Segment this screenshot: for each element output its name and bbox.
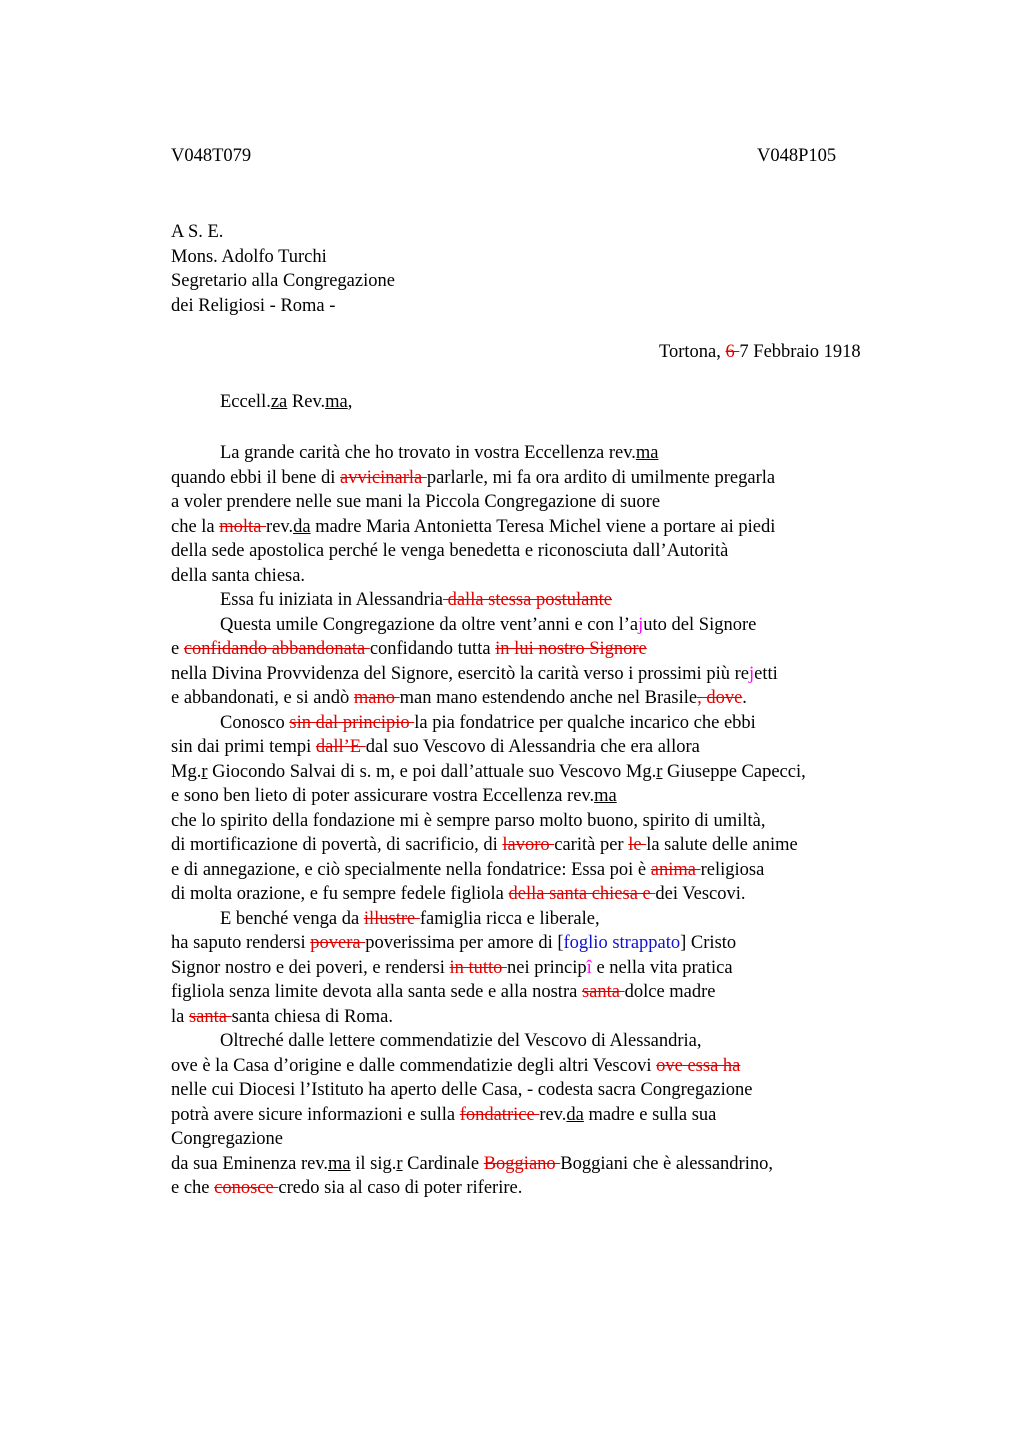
corrected-letter: j xyxy=(638,614,644,635)
text-segment: dolce madre xyxy=(624,982,716,1002)
salutation-part: Eccell. xyxy=(220,392,271,412)
deleted-text: conosce xyxy=(214,1178,279,1198)
text-segment: La grande carità che ho trovato in vostra Eccellenza rev. xyxy=(220,443,636,463)
date-rest: 7 Febbraio 1918 xyxy=(739,342,861,362)
text-segment: madre e sulla sua xyxy=(583,1104,717,1125)
letter-line xyxy=(171,1103,806,1128)
document-code-left: V048T079 xyxy=(171,146,252,166)
letter-line xyxy=(171,1029,806,1054)
deleted-text: anima xyxy=(650,859,701,880)
recipient-address xyxy=(171,220,395,318)
letter-line xyxy=(171,1078,806,1103)
letter-date xyxy=(659,342,861,363)
text-segment: nella Divina Provvidenza del Signore, esercitò la carità verso i prossimi più re xyxy=(171,663,749,684)
letter-line xyxy=(171,882,806,907)
abbreviation-superscript: da xyxy=(293,516,311,537)
text-segment: Cardinale xyxy=(402,1153,484,1174)
text-segment: e sono ben lieto di poter assicurare vostra Eccellenza rev. xyxy=(171,786,595,806)
letter-line xyxy=(171,637,806,662)
text-segment: e abbandonati, e si andò xyxy=(171,688,354,708)
deleted-text: molta xyxy=(219,516,267,537)
letter-line xyxy=(171,515,806,540)
text-segment: dal suo Vescovo di Alessandria che era allora xyxy=(365,737,700,757)
deleted-text: 6 xyxy=(725,342,740,362)
abbreviation-superscript: r xyxy=(656,761,663,782)
letter-line xyxy=(171,539,806,564)
text-segment: di mortificazione di povertà, di sacrificio, di xyxy=(171,835,503,855)
text-segment: Questa umile Congregazione da oltre vent’anni e con l’a xyxy=(220,614,639,635)
text-segment: Mg. xyxy=(171,761,202,782)
text-segment: religiosa xyxy=(700,859,765,880)
salutation-part: Rev. xyxy=(287,392,326,412)
text-segment: la salute delle anime xyxy=(646,835,798,855)
letter-line xyxy=(171,1176,806,1201)
deleted-text: avvicinarla xyxy=(340,467,427,488)
text-segment: Conosco xyxy=(220,712,290,733)
salutation xyxy=(220,392,352,413)
address-line: A S. E. xyxy=(171,222,224,242)
deleted-text: della santa chiesa e xyxy=(508,884,656,904)
text-segment: poverissima per amore di [ xyxy=(365,933,564,953)
text-segment: madre Maria Antonietta Teresa Michel viene a portare ai piedi xyxy=(310,516,776,537)
letter-line xyxy=(171,956,806,981)
letter-line xyxy=(171,735,806,760)
text-segment: Essa fu iniziata in Alessandria xyxy=(220,590,443,610)
text-segment: man mano estendendo anche nel Brasile xyxy=(399,688,698,708)
letter-line xyxy=(171,1152,806,1177)
text-segment: la xyxy=(171,1006,189,1027)
text-segment: famiglia ricca e liberale, xyxy=(419,908,600,929)
letter-line xyxy=(171,490,806,515)
abbreviation-superscript: r xyxy=(396,1153,403,1174)
text-segment: Congregazione xyxy=(171,1129,283,1149)
deleted-text: confidando abbandonata xyxy=(183,639,370,659)
text-segment: dei Vescovi. xyxy=(655,884,746,904)
text-segment: che la xyxy=(171,516,220,537)
deleted-text: in lui nostro Signore xyxy=(495,639,647,659)
salutation-abbrev: ma xyxy=(325,392,348,412)
text-segment: e di annegazione, e ciò specialmente nella fondatrice: Essa poi è xyxy=(171,859,651,880)
letter-line xyxy=(171,833,806,858)
text-segment: che lo spirito della fondazione mi è sempre parso molto buono, spirito di umiltà, xyxy=(171,810,766,831)
text-segment: nelle cui Diocesi l’Istituto ha aperto delle Casa, - codesta sacra Congregazione xyxy=(171,1080,753,1100)
text-segment: da sua Eminenza rev. xyxy=(171,1153,329,1174)
deleted-text: ove essa ha xyxy=(656,1055,741,1076)
text-segment: a voler prendere nelle sue mani la Piccola Congregazione di suore xyxy=(171,492,661,512)
text-segment: confidando tutta xyxy=(369,639,496,659)
letter-line xyxy=(171,809,806,834)
editorial-note: foglio strappato xyxy=(563,933,681,953)
text-segment: ha saputo rendersi xyxy=(171,933,311,953)
abbreviation-superscript: r xyxy=(201,761,208,782)
deleted-text: dall’E xyxy=(315,737,366,757)
text-segment: nei princip xyxy=(507,957,587,978)
text-segment: Giocondo Salvai di s. m, e poi dall’attuale suo Vescovo Mg. xyxy=(207,761,657,782)
deleted-text: dalla stessa postulante xyxy=(442,590,612,610)
abbreviation-superscript: da xyxy=(566,1104,584,1125)
deleted-text: mano xyxy=(353,688,400,708)
letter-line xyxy=(171,564,806,589)
letter-line xyxy=(171,1127,806,1152)
letter-line xyxy=(171,662,806,687)
deleted-text: in tutto xyxy=(449,957,508,978)
address-line: dei Religiosi - Roma - xyxy=(171,295,336,316)
deleted-text: lavoro xyxy=(502,835,555,855)
text-segment: Giuseppe Capecci, xyxy=(662,761,806,782)
text-segment: credo sia al caso di poter riferire. xyxy=(278,1178,523,1198)
salutation-abbrev: za xyxy=(270,392,288,412)
text-segment: della santa chiesa. xyxy=(171,565,306,586)
text-segment: ove è la Casa d’origine e dalle commendatizie degli altri Vescovi xyxy=(171,1055,657,1076)
letter-line xyxy=(171,588,806,613)
deleted-text: , dove xyxy=(697,688,743,708)
letter-line xyxy=(171,711,806,736)
abbreviation-superscript: ma xyxy=(594,786,617,806)
deleted-text: povera xyxy=(310,933,366,953)
letter-line xyxy=(171,907,806,932)
text-segment: la pia fondatrice per qualche incarico che ebbi xyxy=(414,712,756,733)
text-segment: e che xyxy=(171,1178,215,1198)
text-segment: quando ebbi il bene di xyxy=(171,467,341,488)
text-segment: etti xyxy=(754,663,778,684)
text-segment: Signor nostro e dei poveri, e rendersi xyxy=(171,957,450,978)
letter-line xyxy=(171,980,806,1005)
abbreviation-superscript: ma xyxy=(328,1153,351,1174)
address-line: Segretario alla Congregazione xyxy=(171,271,395,291)
letter-line xyxy=(171,931,806,956)
letter-line xyxy=(171,784,806,809)
text-segment: di molta orazione, e fu sempre fedele figliola xyxy=(171,884,509,904)
abbreviation-superscript: ma xyxy=(635,443,659,463)
text-segment: Oltreché dalle lettere commendatizie del Vescovo di Alessandria, xyxy=(220,1031,702,1051)
letter-line xyxy=(171,466,806,491)
text-segment: figliola senza limite devota alla santa sede e alla nostra xyxy=(171,982,582,1002)
deleted-text: fondatrice xyxy=(459,1104,540,1125)
corrected-letter: î xyxy=(586,957,592,978)
letter-line xyxy=(171,613,806,638)
corrected-letter: j xyxy=(748,663,755,684)
letter-line xyxy=(171,441,806,466)
text-segment: . xyxy=(742,688,747,708)
text-segment: sin dai primi tempi xyxy=(171,737,316,757)
text-segment: della sede apostolica perché le venga benedetta e riconosciuta dall’Autorità xyxy=(171,541,729,561)
text-segment: parlarle, mi fa ora ardito di umilmente pregarla xyxy=(426,467,776,488)
text-segment: uto del Signore xyxy=(643,614,757,635)
text-segment: rev. xyxy=(266,516,294,537)
address-line: Mons. Adolfo Turchi xyxy=(171,246,327,267)
deleted-text: illustre xyxy=(363,908,420,929)
text-segment: ] Cristo xyxy=(680,933,737,953)
text-segment: il sig. xyxy=(350,1153,397,1174)
letter-body xyxy=(171,441,806,1201)
document-code-right: V048P105 xyxy=(757,146,837,166)
deleted-text: santa xyxy=(188,1006,232,1027)
letter-line xyxy=(171,686,806,711)
text-segment: e xyxy=(171,639,184,659)
text-segment: rev. xyxy=(539,1104,567,1125)
text-segment: santa chiesa di Roma. xyxy=(231,1006,393,1027)
text-segment: Boggiani che è alessandrino, xyxy=(560,1153,773,1174)
deleted-text: Boggiano xyxy=(483,1153,561,1174)
deleted-text: santa xyxy=(581,982,625,1002)
letter-line xyxy=(171,760,806,785)
letter-line xyxy=(171,1005,806,1030)
text-segment: e nella vita pratica xyxy=(591,957,733,978)
deleted-text: sin dal principio xyxy=(289,712,415,733)
text-segment: potrà avere sicure informazioni e sulla xyxy=(171,1104,460,1125)
salutation-part: , xyxy=(347,392,353,412)
letter-line xyxy=(171,1054,806,1079)
text-segment: E benché venga da xyxy=(220,908,364,929)
letter-line xyxy=(171,858,806,883)
date-place: Tortona, xyxy=(659,342,726,362)
deleted-text: le xyxy=(628,835,647,855)
text-segment: carità per xyxy=(554,835,629,855)
